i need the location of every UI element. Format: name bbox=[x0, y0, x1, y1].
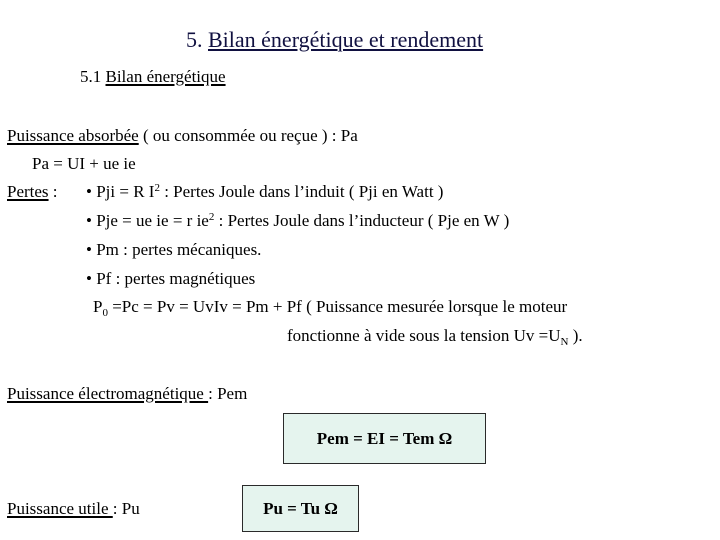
loss-item-pji-exponent: 2 bbox=[154, 182, 160, 194]
absorbed-power-desc: ( ou consommée ou reçue ) : Pa bbox=[138, 126, 358, 145]
p0-definition-line bbox=[93, 297, 568, 319]
loss-item-pje bbox=[86, 212, 509, 229]
useful-power-label: Puissance utile bbox=[7, 499, 113, 518]
useful-power-formula-box bbox=[242, 485, 359, 532]
useful-power-desc: : Pu bbox=[112, 499, 140, 518]
loss-item-pji-desc: : Pertes Joule dans l’induit ( Pji en Watt ) bbox=[159, 182, 444, 201]
subtitle-text: Bilan énergétique bbox=[105, 67, 226, 86]
loss-item-pje-exponent: 2 bbox=[208, 211, 215, 223]
electromagnetic-power-formula: Pem = EI = Tem Ω bbox=[316, 428, 453, 448]
loss-item-pji-formula: • Pji = R I bbox=[86, 182, 155, 201]
absorbed-power-line bbox=[7, 127, 358, 144]
loss-item-pm: • Pm : pertes mécaniques. bbox=[86, 240, 262, 259]
losses-label-line bbox=[7, 183, 58, 200]
losses-label: Pertes bbox=[7, 182, 49, 201]
electromagnetic-power-formula-box bbox=[283, 413, 486, 464]
title-number: 5. bbox=[186, 27, 208, 52]
absorbed-power-formula: Pa = UI + ue ie bbox=[32, 154, 136, 173]
loss-item-pje-formula: • Pje = ue ie = r ie bbox=[86, 211, 209, 230]
electromagnetic-power-label: Puissance électromagnétique bbox=[7, 384, 209, 403]
p0-symbol: P bbox=[93, 297, 103, 316]
p0-definition-text: =Pc = Pv = UvIv = Pm + Pf ( Puissance mesurée lorsque le moteur bbox=[107, 297, 568, 316]
section-subtitle bbox=[80, 68, 226, 85]
un-subscript: N bbox=[560, 336, 569, 348]
p0-continuation-end: ). bbox=[568, 326, 583, 345]
p0-subscript: 0 bbox=[102, 307, 108, 319]
p0-continuation-text: fonctionne à vide sous la tension Uv =U bbox=[287, 326, 561, 345]
losses-colon: : bbox=[48, 182, 58, 201]
page-title bbox=[186, 29, 483, 51]
loss-item-pji bbox=[86, 183, 443, 200]
loss-item-pje-desc: : Pertes Joule dans l’inducteur ( Pje en W ) bbox=[214, 211, 510, 230]
subtitle-number: 5.1 bbox=[80, 67, 106, 86]
loss-item-pf: • Pf : pertes magnétiques bbox=[86, 269, 256, 288]
p0-definition-continuation bbox=[287, 326, 583, 348]
electromagnetic-power-line bbox=[7, 385, 247, 402]
useful-power-line bbox=[7, 500, 140, 517]
absorbed-power-label: Puissance absorbée bbox=[7, 126, 139, 145]
useful-power-formula: Pu = Tu Ω bbox=[263, 498, 338, 518]
electromagnetic-power-desc: : Pem bbox=[208, 384, 248, 403]
title-text: Bilan énergétique et rendement bbox=[208, 27, 484, 52]
